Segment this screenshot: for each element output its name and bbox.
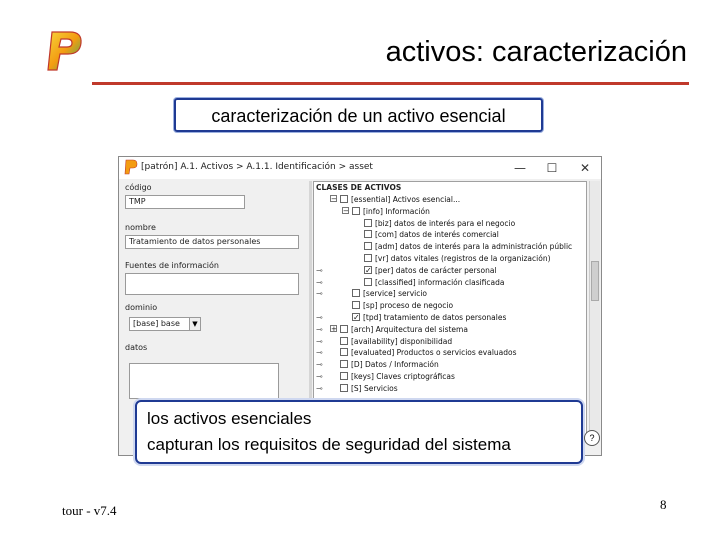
key-icon: ⊸: [316, 289, 323, 299]
slide-title: activos: caracterización: [385, 36, 687, 68]
tree-row-label: [sp] proceso de negocio: [363, 301, 454, 311]
subtitle-box: [174, 98, 543, 132]
subtitle-text: caracterización de un activo esencial: [211, 106, 506, 126]
expand-icon[interactable]: +: [331, 324, 337, 333]
datos-textarea[interactable]: [129, 363, 279, 399]
key-icon: ⊸: [316, 313, 323, 322]
pilar-logo-icon: [44, 28, 84, 74]
title-divider: [92, 82, 689, 85]
tree-checkbox[interactable]: [340, 360, 348, 368]
tree-row-label: [D] Datos / Información: [351, 360, 439, 370]
tree-checkbox[interactable]: [340, 348, 348, 356]
collapse-icon[interactable]: −: [331, 195, 337, 203]
tree-checkbox[interactable]: ✓: [365, 265, 372, 275]
tree-row-label: [info] Información: [363, 206, 430, 216]
tree-checkbox[interactable]: [364, 219, 372, 227]
key-icon: ⊸: [316, 372, 323, 381]
tree-row-label: [biz] datos de interés para el negocio: [375, 218, 516, 228]
tree-scrollbar[interactable]: [589, 181, 600, 441]
callout-line-2: capturan los requisitos de seguridad del sistema: [147, 435, 511, 454]
callout-box: [135, 400, 583, 464]
key-icon: ⊸: [316, 324, 323, 334]
tree-checkbox[interactable]: [340, 325, 348, 333]
tree-checkbox[interactable]: [364, 254, 372, 262]
fuentes-label: Fuentes de información: [125, 261, 219, 270]
codigo-label: código: [125, 183, 152, 192]
close-button[interactable]: ✕: [579, 161, 591, 175]
tree-row-label: [arch] Arquitectura del sistema: [351, 324, 468, 334]
tree-checkbox[interactable]: [340, 195, 348, 203]
chevron-down-icon[interactable]: ▼: [189, 317, 201, 331]
callout-line-1: los activos esenciales: [147, 409, 312, 428]
tree-checkbox[interactable]: [364, 278, 372, 286]
maximize-button[interactable]: ☐: [546, 161, 558, 175]
tree-header: CLASES DE ACTIVOS: [316, 183, 402, 192]
tree-checkbox[interactable]: ✓: [353, 313, 360, 322]
tree-row-label: [essential] Activos esencial...: [351, 195, 461, 204]
dominio-label: dominio: [125, 303, 158, 312]
window-title: [patrón] A.1. Activos > A.1.1. Identificación > asset: [141, 162, 373, 172]
tree-row-label: [per] datos de carácter personal: [375, 265, 497, 275]
tree-row-label: [classified] información clasificada: [375, 277, 505, 287]
tree-row-label: [vr] datos vitales (registros de la organización): [375, 254, 551, 263]
key-icon: ⊸: [316, 360, 323, 370]
tree-row-label: [S] Servicios: [351, 383, 398, 393]
nombre-label: nombre: [125, 223, 156, 232]
collapse-icon[interactable]: −: [343, 206, 349, 215]
window-titlebar[interactable]: [119, 157, 601, 179]
tree-row-label: [evaluated] Productos o servicios evaluados: [351, 348, 517, 358]
tree-checkbox[interactable]: [364, 230, 372, 238]
key-icon: ⊸: [316, 383, 323, 393]
scrollbar-thumb[interactable]: [591, 261, 599, 301]
tree-row-label: [service] servicio: [363, 289, 428, 299]
tree-checkbox[interactable]: [340, 372, 348, 380]
tree-row-label: [adm] datos de interés para la administración públic: [375, 242, 573, 252]
tree-row-label: [tpd] tratamiento de datos personales: [363, 313, 507, 322]
tree-row-label: [com] datos de interés comercial: [375, 230, 499, 240]
fuentes-textarea[interactable]: [125, 273, 299, 295]
dominio-select[interactable]: [base] base: [129, 317, 191, 331]
minimize-button[interactable]: —: [514, 161, 526, 175]
tree-checkbox[interactable]: [340, 384, 348, 392]
tree-row-label: [keys] Claves criptográficas: [351, 372, 455, 381]
tree-checkbox[interactable]: [352, 289, 360, 297]
tree-checkbox[interactable]: [364, 242, 372, 250]
tree-checkbox[interactable]: [352, 207, 360, 215]
app-logo-icon: [124, 159, 138, 176]
tree-checkbox[interactable]: [352, 301, 360, 309]
codigo-field[interactable]: TMP: [125, 195, 245, 209]
key-icon: ⊸: [316, 277, 323, 287]
key-icon: ⊸: [316, 265, 323, 275]
page-number: 8: [660, 497, 667, 512]
tree-checkbox[interactable]: [340, 337, 348, 345]
footer-version: tour - v7.4: [62, 503, 117, 518]
nombre-field[interactable]: Tratamiento de datos personales: [125, 235, 299, 249]
help-icon[interactable]: ?: [584, 430, 600, 446]
datos-label: datos: [125, 343, 148, 352]
key-icon: ⊸: [316, 336, 323, 346]
tree-row-label: [availability] disponibilidad: [351, 336, 453, 346]
key-icon: ⊸: [316, 348, 323, 358]
